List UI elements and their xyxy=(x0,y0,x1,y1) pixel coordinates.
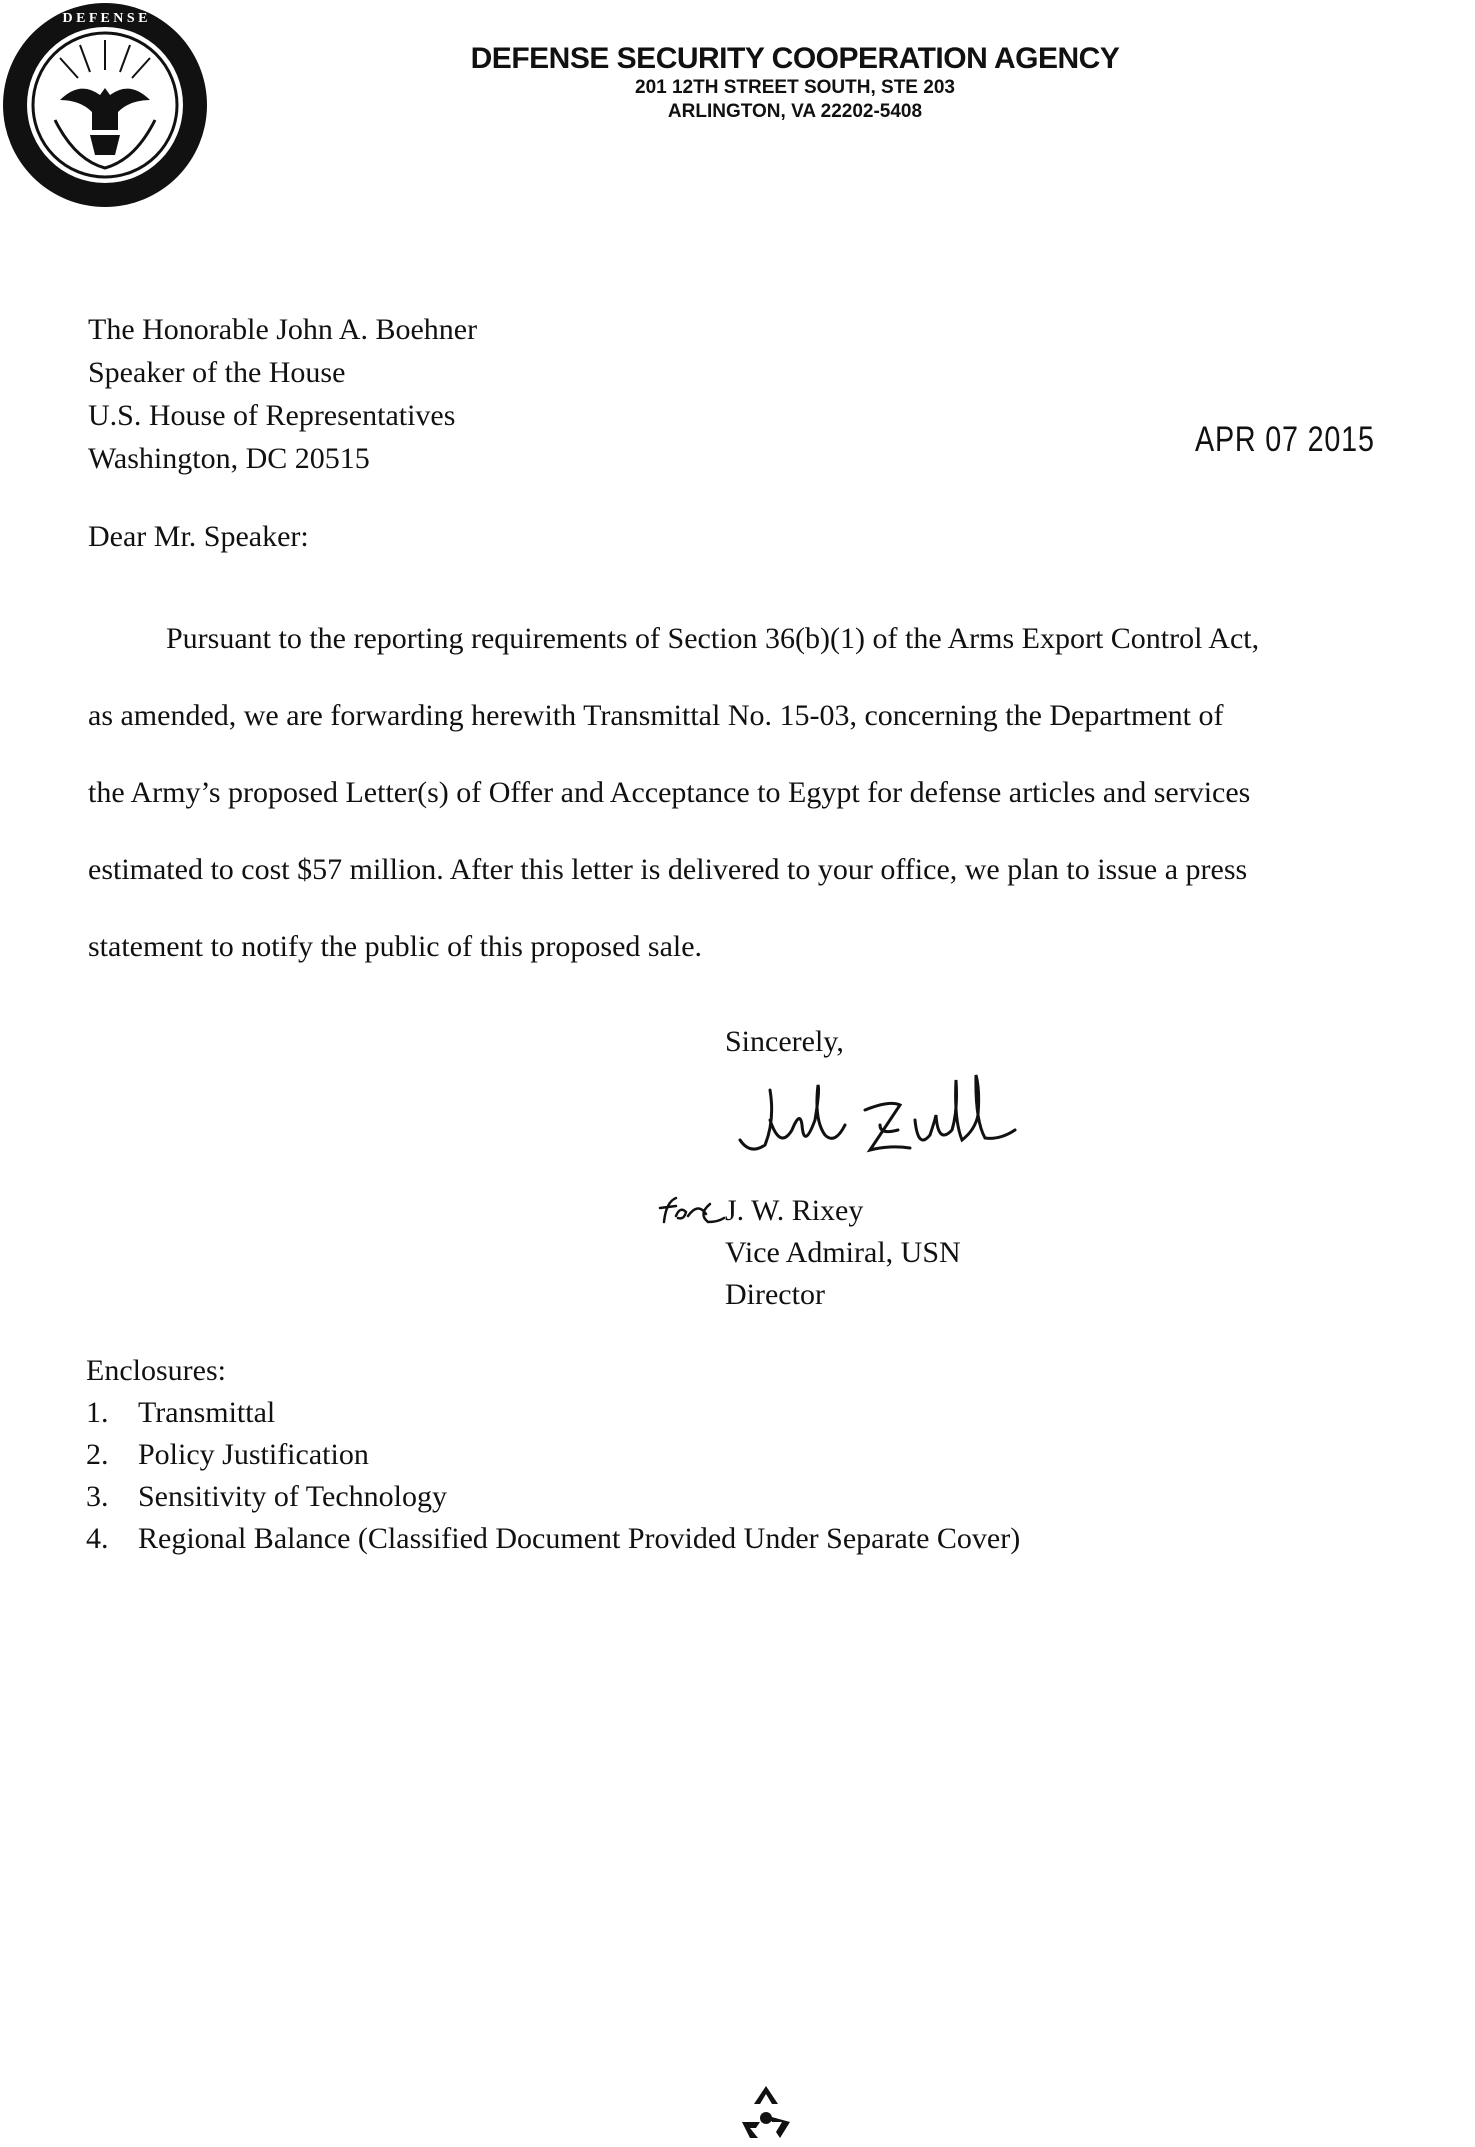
recipient-line: Speaker of the House xyxy=(88,356,346,389)
item-number: 4. xyxy=(86,1522,109,1555)
svg-text:D E F E N S E: D E F E N S E xyxy=(62,11,148,26)
body-line: statement to notify the public of this proposed sale. xyxy=(88,930,703,963)
item-number: 3. xyxy=(86,1480,109,1513)
item-text: Policy Justification xyxy=(138,1438,369,1471)
body-line: the Army’s proposed Letter(s) of Offer and Acceptance to Egypt for defense articles and services xyxy=(88,776,1251,809)
handwritten-signature xyxy=(730,1060,1030,1190)
signer-block xyxy=(725,1190,961,1316)
item-text: Sensitivity of Technology xyxy=(138,1480,447,1513)
list-item xyxy=(86,1434,1020,1476)
recycle-icon xyxy=(736,2080,796,2140)
signer-rank: Vice Admiral, USN xyxy=(725,1236,961,1269)
letter-body xyxy=(88,600,1473,985)
closing: Sincerely, xyxy=(725,1025,844,1058)
enclosures-list xyxy=(86,1392,1020,1560)
address-line-1: 201 12TH STREET SOUTH, STE 203 xyxy=(635,77,955,98)
item-text: Transmittal xyxy=(138,1396,276,1429)
recipient-line: Washington, DC 20515 xyxy=(88,442,370,475)
body-line: as amended, we are forwarding herewith Transmittal No. 15-03, concerning the Department of xyxy=(88,699,1224,732)
letterhead xyxy=(430,42,1160,124)
recipient-block xyxy=(88,308,477,480)
for-initials-mark xyxy=(658,1192,728,1228)
item-number: 1. xyxy=(86,1396,109,1429)
salutation: Dear Mr. Speaker: xyxy=(88,520,309,553)
date-stamp: APR 07 2015 xyxy=(1195,420,1375,459)
list-item xyxy=(86,1518,1020,1560)
enclosures xyxy=(86,1350,1020,1560)
list-item xyxy=(86,1392,1020,1434)
body-line: estimated to cost $57 million. After this letter is delivered to your office, we plan to issue a press xyxy=(88,853,1248,886)
recipient-line: The Honorable John A. Boehner xyxy=(88,313,478,346)
signer-name: J. W. Rixey xyxy=(725,1194,864,1227)
signer-title: Director xyxy=(725,1278,825,1311)
body-line: Pursuant to the reporting requirements of Section 36(b)(1) of the Arms Export Control Act, xyxy=(166,622,1260,655)
agency-name: DEFENSE SECURITY COOPERATION AGENCY xyxy=(470,42,1120,75)
list-item xyxy=(86,1476,1020,1518)
enclosures-heading: Enclosures: xyxy=(86,1354,226,1387)
item-text: Regional Balance (Classified Document Provided Under Separate Cover) xyxy=(138,1522,1021,1555)
item-number: 2. xyxy=(86,1438,109,1471)
address-line-2: ARLINGTON, VA 22202-5408 xyxy=(667,101,923,122)
dod-seal-icon xyxy=(0,0,210,210)
recipient-line: U.S. House of Representatives xyxy=(88,399,456,432)
